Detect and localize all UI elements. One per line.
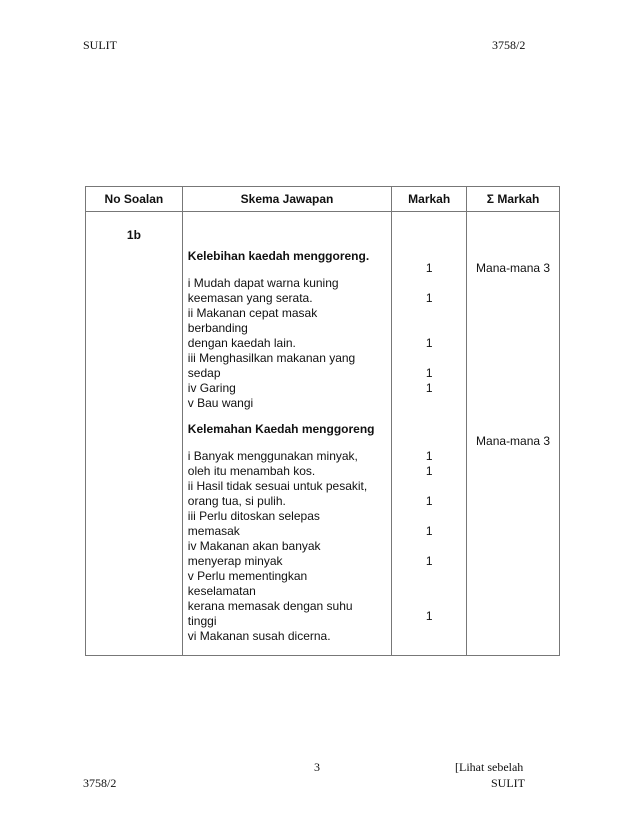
mark-value: 1 [425,291,433,305]
answer-line: oleh itu menambah kos. [187,464,316,478]
section-title-kelemahan: Kelemahan Kaedah menggoreng [187,422,375,436]
answer-line: berbanding [187,321,248,335]
header-code: 3758/2 [492,38,526,52]
answer-line: tinggi [187,614,217,628]
answer-line: memasak [187,524,240,538]
mark-value: 1 [425,609,433,623]
answer-line: v Bau wangi [187,396,254,410]
answer-line: sedap [187,366,221,380]
answer-line: i Mudah dapat warna kuning [187,276,339,290]
total-mark-value: Mana-mana 3 [476,434,551,448]
answer-cell [182,212,391,656]
answer-line: kerana memasak dengan suhu [187,599,353,613]
col-total-markah-label: Markah [497,192,540,206]
question-number: 1b [86,212,183,656]
col-markah: Markah [392,187,467,212]
answer-line: v Perlu mementingkan [187,569,308,583]
sigma-icon: Σ [486,192,494,206]
answer-line: keselamatan [187,584,256,598]
footer-code: 3758/2 [83,776,117,790]
footer-sulit: SULIT [491,776,525,790]
mark-value: 1 [425,524,433,538]
marks-cell [392,212,467,656]
col-total-markah [467,187,560,212]
mark-value: 1 [425,336,433,350]
answer-line: iv Garing [187,381,236,395]
answer-scheme-table [85,186,560,656]
answer-line: vi Makanan susah dicerna. [187,629,331,643]
answer-line: iv Makanan akan banyak [187,539,321,553]
answer-line: ii Hasil tidak sesuai untuk pesakit, [187,479,368,493]
answer-line: menyerap minyak [187,554,283,568]
table-row [86,212,560,656]
mark-value: 1 [425,449,433,463]
mark-value: 1 [425,464,433,478]
mark-value: 1 [425,261,433,275]
footer-next-page: [Lihat sebelah [455,760,524,774]
answer-line: dengan kaedah lain. [187,336,296,350]
page-number: 3 [314,760,320,774]
answer-line: iii Perlu ditoskan selepas [187,509,320,523]
answer-line: ii Makanan cepat masak [187,306,318,320]
mark-value: 1 [425,494,433,508]
answer-line: iii Menghasilkan makanan yang [187,351,356,365]
table-header-row [86,187,560,212]
total-marks-cell [467,212,560,656]
col-skema-jawapan: Skema Jawapan [182,187,391,212]
header-sulit: SULIT [83,38,117,52]
answer-line: keemasan yang serata. [187,291,313,305]
mark-value: 1 [425,366,433,380]
section-title-kelebihan: Kelebihan kaedah menggoreng. [187,249,370,263]
answer-line: i Banyak menggunakan minyak, [187,449,358,463]
answer-line: orang tua, si pulih. [187,494,286,508]
mark-value: 1 [425,554,433,568]
col-no-soalan: No Soalan [86,187,183,212]
total-mark-value: Mana-mana 3 [476,261,551,275]
mark-value: 1 [425,381,433,395]
